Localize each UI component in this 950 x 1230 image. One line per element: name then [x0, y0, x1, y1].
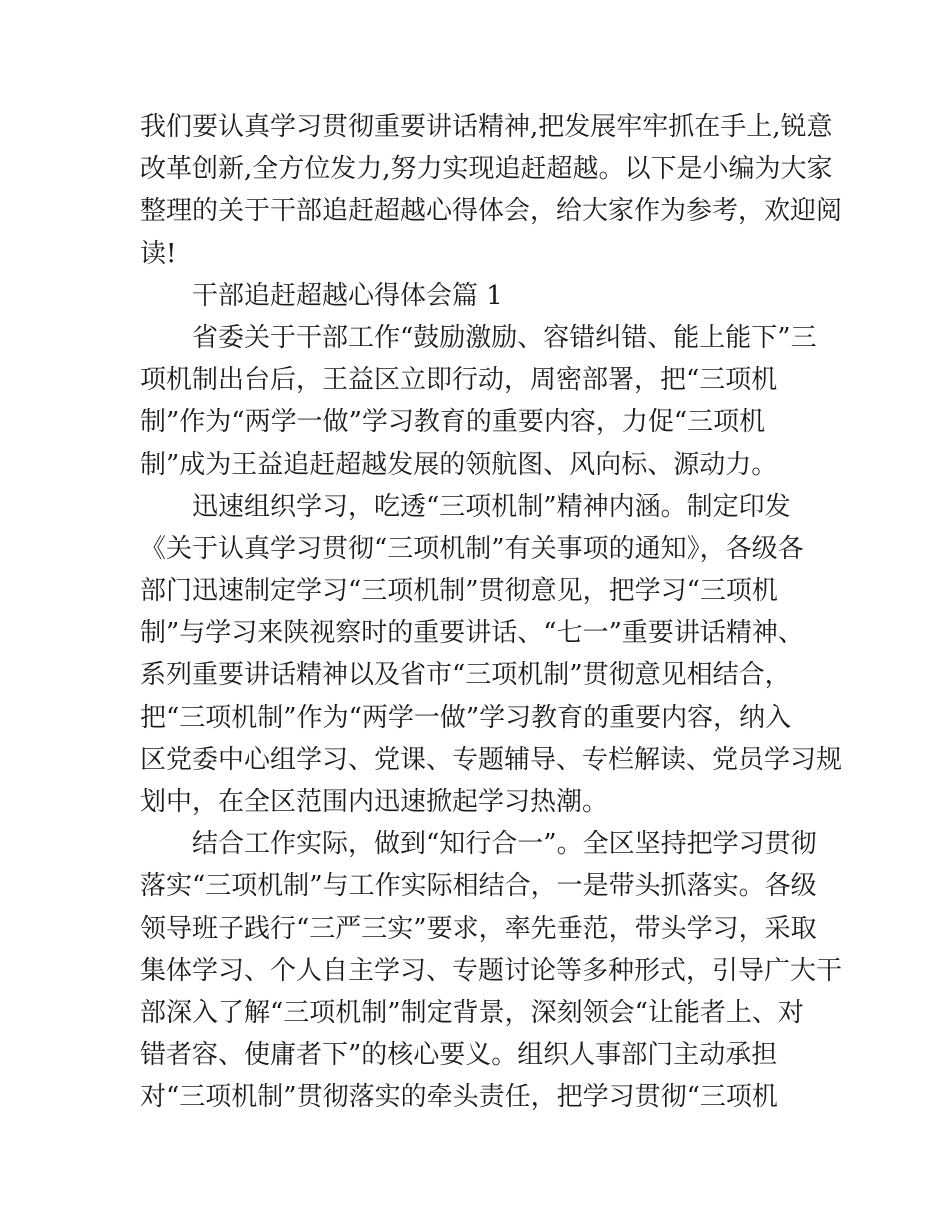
- text-line-11: 《关于认真学习贯彻“三项机制”有关事项的通知》，各级各: [140, 533, 804, 564]
- text-line-4: 读!: [140, 238, 177, 269]
- text-line-8: 制”作为“两学一做”学习教育的重要内容，力促“三项机: [140, 407, 766, 438]
- text-line-20: 领导班子践行“三严三实”要求，率先垂范，带头学习，采取: [140, 913, 817, 944]
- text-line-9: 制”成为王益追赶超越发展的领航图、风向标、源动力。: [140, 449, 778, 480]
- text-line-23: 错者容、使庸者下”的核心要义。组织人事部门主动承担: [140, 1040, 778, 1071]
- document-body: [140, 106, 843, 1119]
- text-line-21: 集体学习、个人自主学习、专题讨论等多种形式，引导广大干: [140, 955, 843, 986]
- text-line-16: 区党委中心组学习、党课、专题辅导、专栏解读、党员学习规: [140, 744, 843, 775]
- text-line-7: 项机制出台后，王益区立即行动，周密部署，把“三项机: [140, 365, 778, 396]
- text-line-17: 划中，在全区范围内迅速掀起学习热潮。: [140, 787, 609, 817]
- text-line-1: 我们要认真学习贯彻重要讲话精神,把发展牢牢抓在手上,锐意: [140, 112, 833, 142]
- section-heading: 干部追赶超越心得体会篇 1: [192, 280, 503, 311]
- text-line-13: 制”与学习来陕视察时的重要讲话、“七一”重要讲话精神、: [140, 618, 804, 649]
- text-line-19: 落实“三项机制”与工作实际相结合，一是带头抓落实。各级: [140, 871, 817, 902]
- text-line-15: 把“三项机制”作为“两学一做”学习教育的重要内容，纳入: [140, 702, 792, 733]
- text-line-12: 部门迅速制定学习“三项机制”贯彻意见，把学习“三项机: [140, 576, 778, 607]
- text-line-3: 整理的关于干部追赶超越心得体会，给大家作为参考，欢迎阅: [140, 196, 843, 227]
- text-line-2: 改革创新,全方位发力,努力实现追赶超越。以下是小编为大家: [140, 154, 833, 185]
- text-line-24: 对“三项机制”贯彻落实的牵头责任，把学习贯彻“三项机: [140, 1082, 778, 1113]
- text-line-18: 结合工作实际，做到“知行合一”。全区坚持把学习贯彻: [192, 829, 817, 860]
- text-line-10: 迅速组织学习，吃透“三项机制”精神内涵。制定印发: [192, 491, 791, 522]
- text-line-14: 系列重要讲话精神以及省市“三项机制”贯彻意见相结合，: [140, 660, 791, 691]
- text-line-6: 省委关于干部工作“鼓励激励、容错纠错、能上能下”三: [192, 322, 817, 353]
- text-line-22: 部深入了解“三项机制”制定背景，深刻领会“让能者上、对: [140, 997, 804, 1028]
